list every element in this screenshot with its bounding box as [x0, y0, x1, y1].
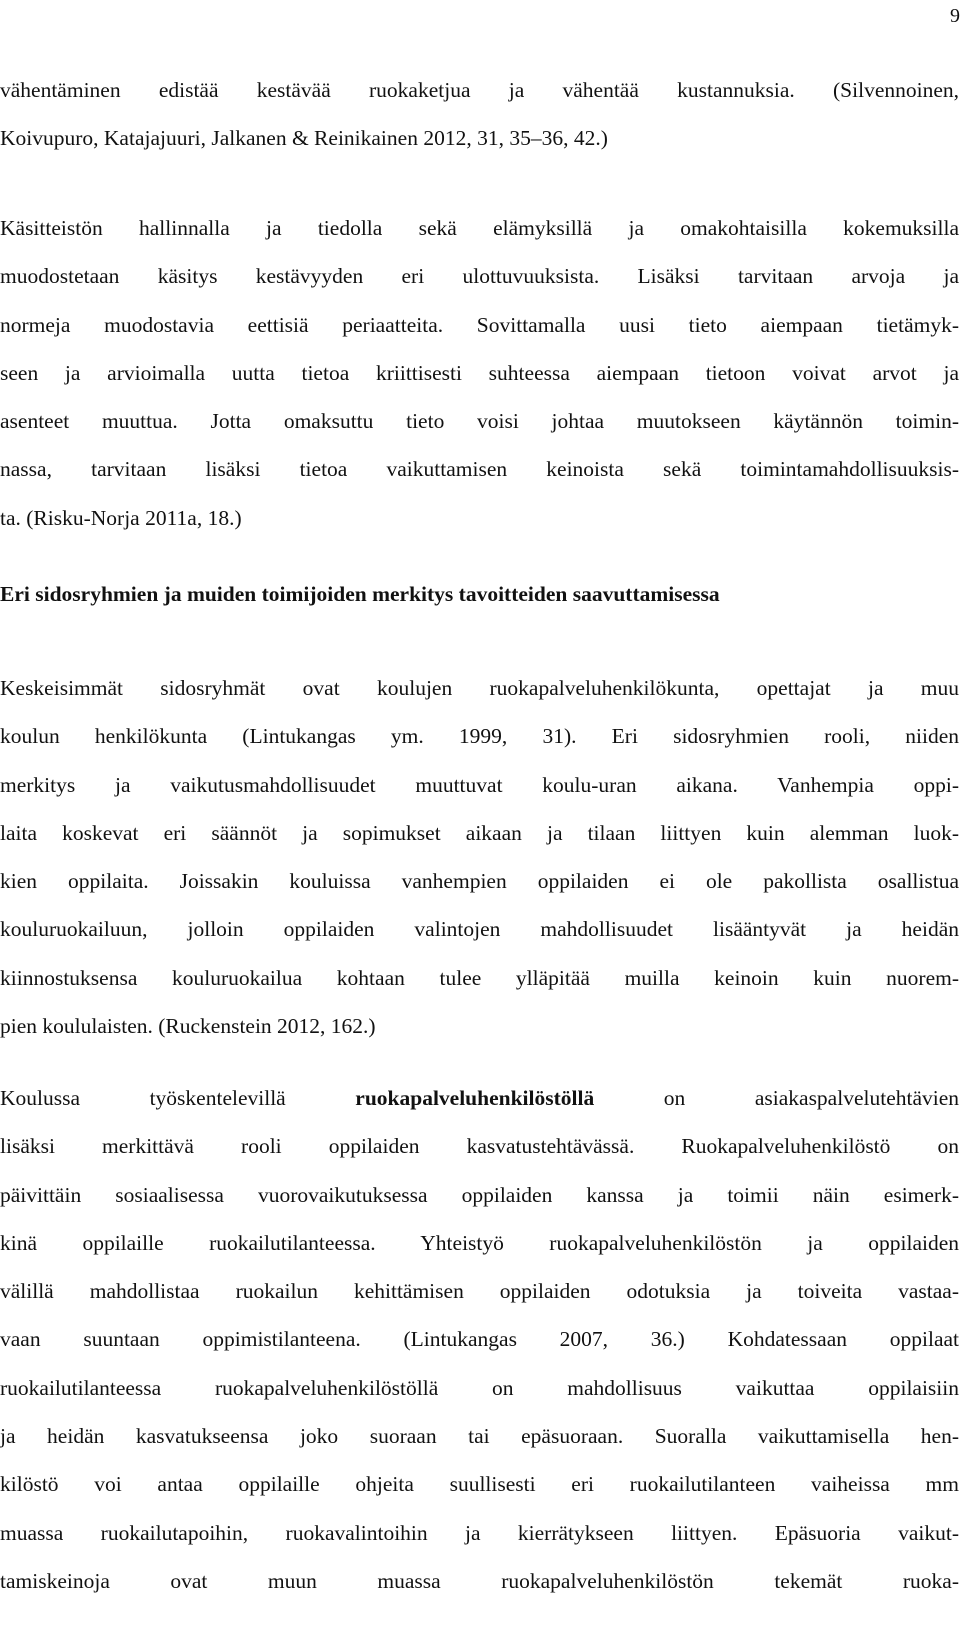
paragraph-line: ja heidän kasvatukseensa joko suoraan tai epäsuoraan. Suoralla vaikuttamisella hen- [0, 1424, 959, 1449]
paragraph-line: nassa, tarvitaan lisäksi tietoa vaikuttamisen keinoista sekä toimintamahdollisuuksis- [0, 457, 959, 482]
bold-term: ruokapalveluhenkilöstöllä [355, 1086, 595, 1110]
paragraph-line: muassa ruokailutapoihin, ruokavalintoihin ja kierrätykseen liittyen. Epäsuoria vaikut- [0, 1520, 959, 1545]
paragraph-line: kiinnostuksensa kouluruokailua kohtaan tulee ylläpitää muilla keinoin kuin nuorem- [0, 965, 959, 990]
paragraph-line: kilöstö voi antaa oppilaille ohjeita suullisesti eri ruokailutilanteen vaiheissa mm [0, 1472, 959, 1497]
paragraph-line: seen ja arvioimalla uutta tietoa kriittisesti suhteessa aiempaan tietoon voivat arvot ja [0, 360, 959, 385]
text-run: Koulussa työskentelevillä [0, 1086, 286, 1110]
paragraph-3 [0, 674, 959, 1060]
paragraph-4 [0, 1084, 959, 1615]
paragraph-line: Koivupuro, Katajajuuri, Jalkanen & Reinikainen 2012, 31, 35–36, 42.) [0, 126, 608, 151]
paragraph-2 [0, 214, 959, 552]
paragraph-line: vähentäminen edistää kestävää ruokaketjua ja vähentää kustannuksia. (Silvennoinen, [0, 78, 959, 102]
paragraph-line: kinä oppilaille ruokailutilanteessa. Yhteistyö ruokapalveluhenkilöstön ja oppilaiden [0, 1230, 959, 1255]
paragraph-line: päivittäin sosiaalisessa vuorovaikutuksessa oppilaiden kanssa ja toimii näin esimerk- [0, 1182, 959, 1207]
paragraph-line: merkitys ja vaikutusmahdollisuudet muuttuvat koulu-uran aikana. Vanhempia oppi- [0, 772, 959, 797]
paragraph-line: ta. (Risku-Norja 2011a, 18.) [0, 505, 242, 530]
page-number: 9 [950, 5, 960, 27]
text-run: on asiakaspalvelutehtävien [663, 1086, 960, 1110]
paragraph-line: normeja muodostavia eettisiä periaatteita. Sovittamalla uusi tieto aiempaan tietämyk- [0, 312, 959, 337]
paragraph-line: vaan suuntaan oppimistilanteena. (Lintukangas 2007, 36.) Kohdatessaan oppilaat [0, 1327, 959, 1352]
paragraph-line: muodostetaan käsitys kestävyyden eri ulottuvuuksista. Lisäksi tarvitaan arvoja ja [0, 264, 959, 289]
paragraph-line: välillä mahdollistaa ruokailun kehittämisen oppilaiden odotuksia ja toiveita vastaa- [0, 1279, 959, 1304]
paragraph-line: koulun henkilökunta (Lintukangas ym. 1999, 31). Eri sidosryhmien rooli, niiden [0, 724, 959, 749]
section-heading: Eri sidosryhmien ja muiden toimijoiden merkitys tavoitteiden saavuttamisessa [0, 582, 720, 606]
paragraph-line: laita koskevat eri säännöt ja sopimukset aikaan ja tilaan liittyen kuin alemman luok- [0, 820, 959, 845]
paragraph-line: kien oppilaita. Joissakin kouluissa vanhempien oppilaiden ei ole pakollista osallistua [0, 869, 959, 894]
paragraph-line: tamiskeinoja ovat muun muassa ruokapalveluhenkilöstön tekemät ruoka- [0, 1568, 959, 1593]
paragraph-line: pien koululaisten. (Ruckenstein 2012, 162.) [0, 1014, 376, 1039]
paragraph-line: lisäksi merkittävä rooli oppilaiden kasvatustehtävässä. Ruokapalveluhenkilöstö on [0, 1134, 959, 1159]
paragraph-line: kouluruokailuun, jolloin oppilaiden valintojen mahdollisuudet lisääntyvät ja heidän [0, 917, 959, 942]
paragraph-line: ruokailutilanteessa ruokapalveluhenkilöstöllä on mahdollisuus vaikuttaa oppilaisiin [0, 1375, 959, 1400]
paragraph-line: Käsitteistön hallinnalla ja tiedolla sekä elämyksillä ja omakohtaisilla kokemuksilla [0, 216, 959, 240]
paragraph-1 [0, 76, 959, 173]
paragraph-line: Keskeisimmät sidosryhmät ovat koulujen ruokapalveluhenkilökunta, opettajat ja muu [0, 676, 959, 700]
paragraph-line: asenteet muuttua. Jotta omaksuttu tieto voisi johtaa muutokseen käytännön toimin- [0, 409, 959, 434]
paragraph-first-line [0, 1084, 959, 1132]
